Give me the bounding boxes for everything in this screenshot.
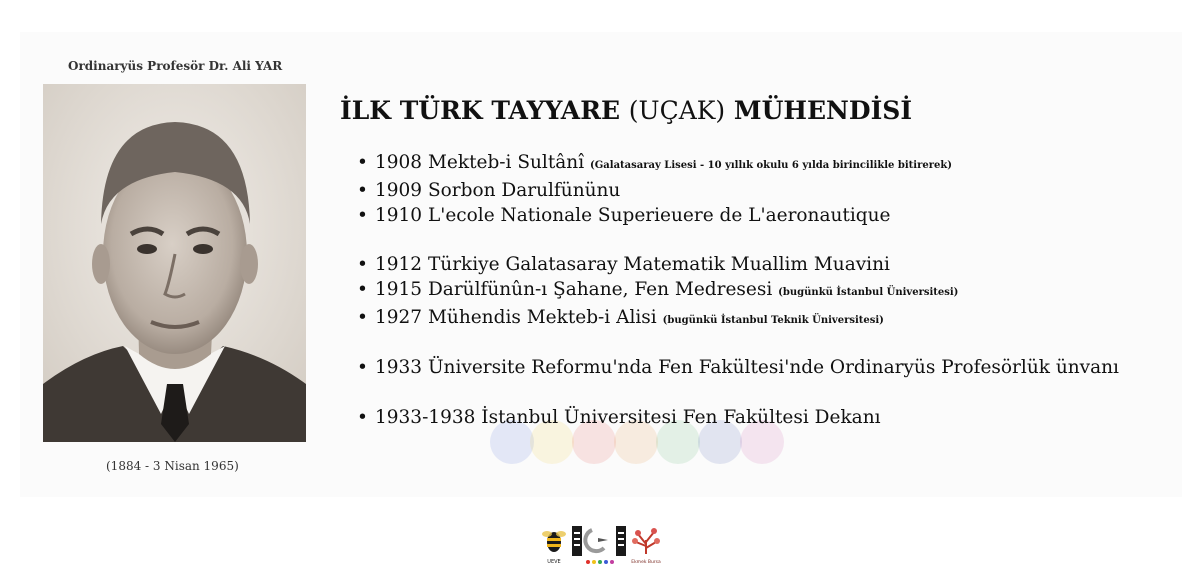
portrait-caption-dates: (1884 - 3 Nisan 1965) [106, 459, 239, 473]
title-end: MÜHENDİSİ [733, 96, 913, 125]
list-item [357, 355, 1187, 380]
list-item-note: (bugünkü İstanbul Üniversitesi) [778, 287, 959, 298]
list-item-text: 1933-1938 İstanbul Üniversitesi Fen Fakültesi Dekanı [375, 407, 881, 428]
list-item-text: 1912 Türkiye Galatasaray Matematik Muallim Muavini [375, 254, 890, 275]
timeline-list [357, 150, 1187, 430]
bee-logo-icon [542, 531, 566, 565]
footer-logos [542, 524, 664, 566]
list-item-text: 1909 Sorbon Darulfününu [375, 180, 621, 201]
list-item [357, 203, 1187, 228]
list-item-text: 1927 Mühendis Mekteb-i Alisi [375, 307, 657, 328]
logo-strip [542, 524, 664, 566]
list-item [357, 178, 1187, 203]
list-item [357, 252, 1187, 277]
logo-left-label: UEVE [547, 559, 561, 565]
list-item [357, 150, 1187, 178]
list-item-text: 1910 L'ecole Nationale Superieuere de L'aeronautique [375, 205, 891, 226]
portrait-caption-name: Ordinaryüs Profesör Dr. Ali YAR [68, 59, 283, 73]
list-item [357, 405, 1187, 430]
list-item-text: 1908 Mekteb-i Sultânî [375, 152, 585, 173]
list-item [357, 277, 1187, 305]
page-title [340, 96, 912, 125]
center-logo-icon [572, 526, 626, 564]
list-item-text: 1933 Üniversite Reformu'nda Fen Fakültesi'nde Ordinaryüs Profesörlük ünvanı [375, 357, 1119, 378]
title-parenthetical: (UÇAK) [628, 96, 726, 125]
portrait-illustration [43, 84, 306, 442]
list-item [357, 305, 1187, 333]
portrait-photo [43, 84, 306, 442]
list-item-note: (Galatasaray Lisesi - 10 yıllık okulu 6 yılda birincilikle bitirerek) [590, 160, 953, 171]
list-item-note: (bugünkü İstanbul Teknik Üniversitesi) [662, 315, 884, 326]
list-item-text: 1915 Darülfünûn-ı Şahane, Fen Medresesi [375, 279, 773, 300]
logo-right-label: Ekmek Bursa [631, 560, 661, 565]
title-main: İLK TÜRK TAYYARE [340, 96, 621, 125]
tree-logo-icon [631, 528, 661, 565]
